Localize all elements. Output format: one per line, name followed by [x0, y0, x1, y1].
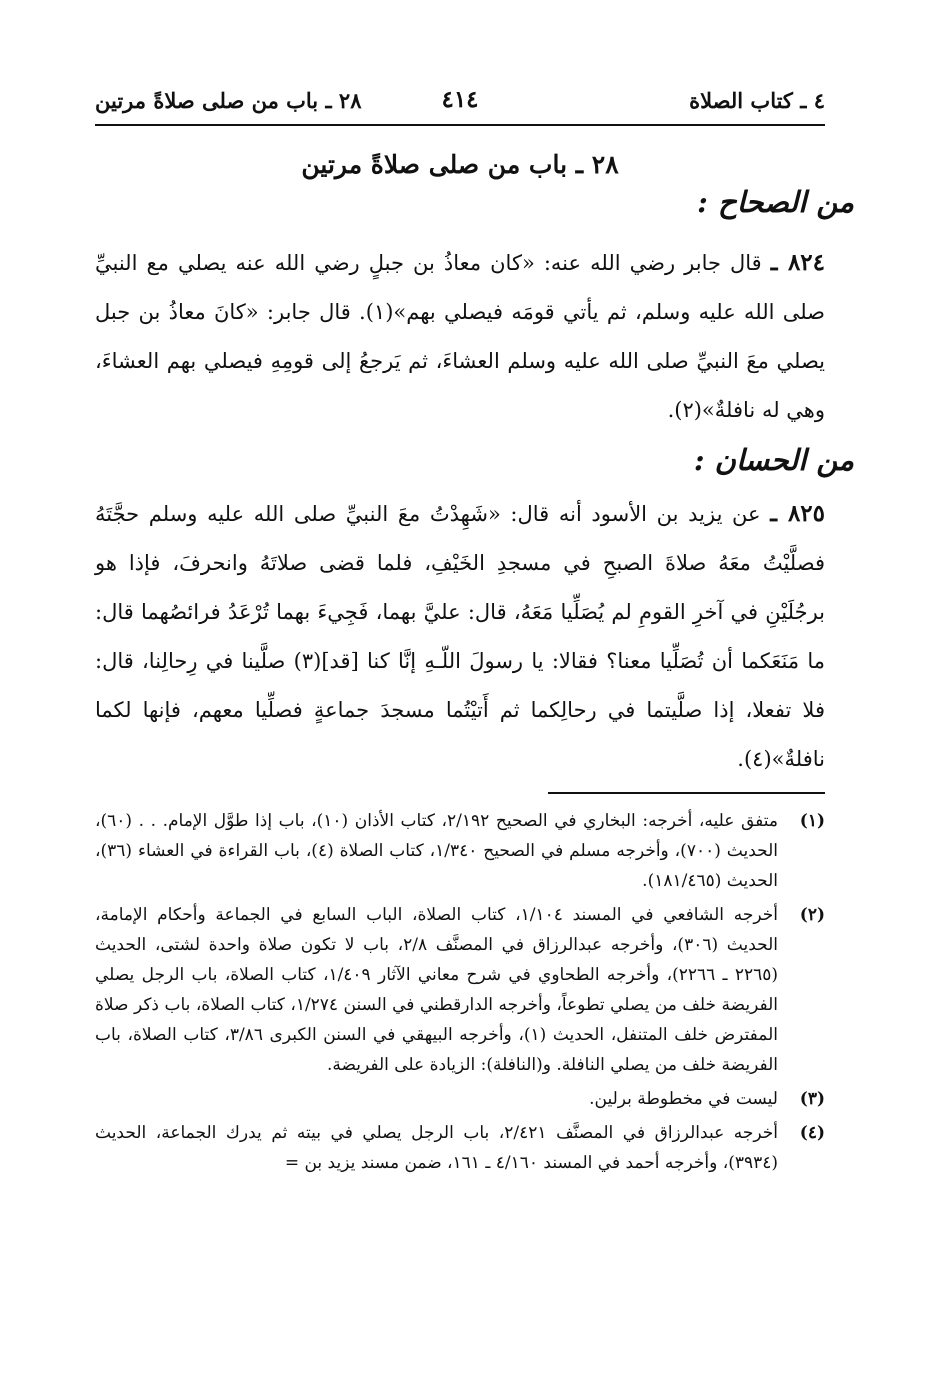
section-label-sahih: من الصحاح : — [697, 185, 854, 219]
section-label-hisan: من الحسان : — [693, 443, 854, 477]
hadith-number: ٨٢٤ ـ — [770, 249, 825, 276]
header-chapter-title: ٢٨ ـ باب من صلى صلاةً مرتين — [95, 88, 362, 113]
hadith-824 — [95, 238, 825, 435]
chapter-title: ٢٨ ـ باب من صلى صلاةً مرتين — [301, 150, 619, 179]
footnote-number: (٤) — [799, 1123, 825, 1143]
footnote-3 — [95, 1084, 825, 1114]
footnotes — [95, 806, 825, 1182]
running-header — [95, 80, 825, 126]
footnote-text: أخرجه الشافعي في المسند ١/١٠٤، كتاب الصلاة، الباب السابع في الجماعة وأحكام الإمامة، الحديث (٣٠٦)، وأخرجه عبدالرزاق في المصنَّف ٢/٨، باب لا تكون صلاة واحدة لشتى، الحديث (٢٢٦٥ ـ ٢٢٦٦)، وأخرجه الطحاوي في شرح معاني الآثار ١/٤٠٩، كتاب الصلاة، باب الرجل يصلي الفريضة خلف من يصلي تطوعاً، وأخرجه الدارقطني في السنن ١/٢٧٤، كتاب الصلاة، باب ذكر صلاة المفترض خلف المتنفل، الحديث (١)، وأخرجه البيهقي في السنن الكبرى ٣/٨٦، كتاب الصلاة، باب الفريضة خلف من يصلي النافلة. و(النافلة): الزيادة على الفريضة. — [95, 905, 779, 1075]
footnote-divider — [548, 792, 825, 794]
footnote-text: ليست في مخطوطة برلين. — [589, 1089, 778, 1109]
footnote-text: متفق عليه، أخرجه: البخاري في الصحيح ٢/١٩٢، كتاب الأذان (١٠)، باب إذا طوَّل الإمام. . . (٦٠)، الحديث (٧٠٠)، وأخرجه مسلم في الصحيح ١/٣٤٠، كتاب الصلاة (٤)، باب القراءة في العشاء (٣٦)، الحديث (١٨١/٤٦٥). — [95, 811, 779, 891]
footnote-1 — [95, 806, 825, 896]
footnote-number: (٢) — [799, 905, 825, 925]
footnote-text: أخرجه عبدالرزاق في المصنَّف ٢/٤٢١، باب الرجل يصلي في بيته ثم يدرك الجماعة، الحديث (٣٩٣٤)، وأخرجه أحمد في المسند ٤/١٦٠ ـ ١٦١، ضمن مسند يزيد بن = — [95, 1123, 778, 1173]
hadith-text: قال جابر رضي الله عنه: «كان معاذُ بن جبلٍ رضي الله عنه يصلي مع النبيِّ صلى الله عليه وسلم، ثم يأتي قومَه فيصلي بهم»(١). قال جابر: «كانَ معاذُ بن جبل يصلي معَ النبيِّ صلى الله عليه وسلم العشاءَ، ثم يَرجعُ إلى قومِهِ فيصلي بهم العشاءَ، وهي له نافلةٌ»(٢). — [95, 251, 825, 422]
hadith-825 — [95, 489, 825, 784]
hadith-number: ٨٢٥ ـ — [770, 500, 825, 527]
page-number: ٤١٤ — [441, 86, 479, 113]
footnote-number: (٣) — [799, 1089, 825, 1109]
footnote-4 — [95, 1118, 825, 1178]
footnote-number: (١) — [799, 811, 825, 831]
hadith-text: عن يزيد بن الأسود أنه قال: «شَهِدْتُ معَ النبيِّ صلى الله عليه وسلم حجَّتَهُ فصلَّيْتُ معَهُ صلاةَ الصبحِ في مسجدِ الخَيْفِ، فلما قضى صلاتَهُ وانحرفَ، فإذا هو برجُلَيْنِ في آخرِ القومِ لم يُصَلِّيا مَعَهُ، قال: عليَّ بهما، فَجِيءَ بهما تُرْعَدُ فرائصُهما قال: ما مَنَعَكما أن تُصَلِّيا معنا؟ فقالا: يا رسولَ اللّـهِ إنَّا كنا [قد](٣) صلَّينا في رِحالِنا، قال: فلا تفعلا، إذا صلَّيتما في رحالِكما ثم أَتيْتُما مسجدَ جماعةٍ فصلِّيا معهم، فإنها لكما نافلةٌ»(٤). — [95, 502, 825, 771]
footnote-2 — [95, 900, 825, 1080]
header-book-title: ٤ ـ كتاب الصلاة — [689, 88, 825, 113]
